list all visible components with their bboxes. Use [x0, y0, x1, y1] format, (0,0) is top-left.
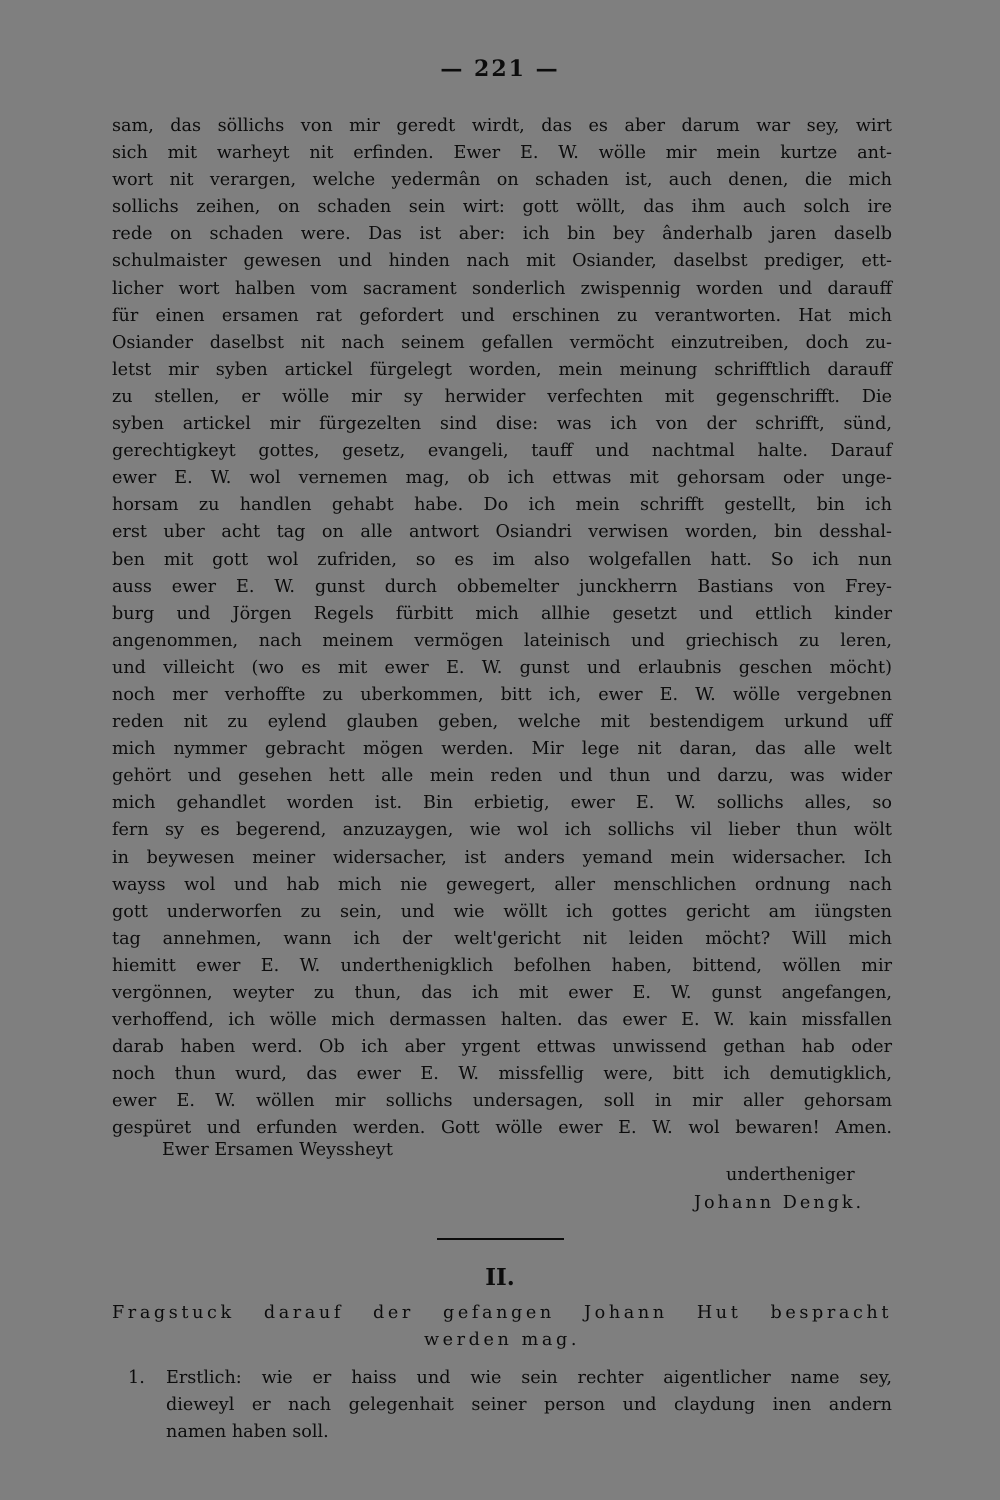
- text-line: burg und Jörgen Regels fürbitt mich allhie gesetzt und ettlich kinder: [112, 603, 892, 624]
- text-line: noch mer verhoffte zu uberkommen, bitt ich, ewer E. W. wölle vergebnen: [112, 684, 892, 705]
- page-number: — 221 —: [440, 56, 560, 82]
- text-line: sam, das söllichs von mir geredt wirdt, das es aber darum war sey, wirt: [112, 116, 892, 136]
- text-line: wort nit verargen, welche yedermân on schaden ist, auch denen, die mich: [112, 170, 892, 191]
- text-line: gerechtigkeyt gottes, gesetz, evangeli, tauff und nachtmal halte. Darauf: [112, 441, 892, 462]
- list-item-text: [166, 1365, 892, 1446]
- section-divider: [437, 1238, 564, 1240]
- list-item-line: dieweyl er nach gelegenhait seiner person und claydung inen andern: [166, 1395, 892, 1416]
- closing-salutation: Ewer Ersamen Weyssheyt: [162, 1140, 393, 1160]
- text-line: Osiander daselbst nit nach seinem gefallen vermöcht einzutreiben, doch zu-: [112, 332, 892, 353]
- section-title-line-1: Fragstuck darauf der gefangen Johann Hut bespracht: [112, 1303, 892, 1323]
- text-line: verhoffend, ich wölle mich dermassen halten. das ewer E. W. kain missfallen: [112, 1010, 892, 1031]
- text-line: wayss wol und hab mich nie gewegert, aller menschlichen ordnung nach: [112, 874, 892, 895]
- text-line: für einen ersamen rat gefordert und erschinen zu verantworten. Hat mich: [112, 305, 892, 326]
- list-item-line: namen haben soll.: [166, 1422, 329, 1443]
- text-line: reden nit zu eylend glauben geben, welche mit bestendigem urkund uff: [112, 712, 892, 733]
- text-line: licher wort halben vom sacrament sonderlich zwispennig worden und darauff: [112, 278, 892, 299]
- text-line: darab haben werd. Ob ich aber yrgent ettwas unwissend gethan hab oder: [112, 1037, 892, 1058]
- signature-line-1: undertheniger: [726, 1165, 855, 1185]
- signature-name: Johann Dengk.: [694, 1193, 865, 1213]
- list-item-number: 1.: [128, 1368, 145, 1388]
- text-line: noch thun wurd, das ewer E. W. missfellig were, bitt ich demutigklich,: [112, 1064, 892, 1085]
- text-line: auss ewer E. W. gunst durch obbemelter junckherrn Bastians von Frey-: [112, 576, 892, 597]
- text-line: ewer E. W. wol vernemen mag, ob ich ettwas mit gehorsam oder unge-: [112, 468, 892, 489]
- text-line: gespüret und erfunden werden. Gott wölle ewer E. W. wol bewaren! Amen.: [112, 1118, 892, 1139]
- text-line: zu stellen, er wölle mir sy herwider verfechten mit gegenschrifft. Die: [112, 386, 892, 407]
- list-item-line: Erstlich: wie er haiss und wie sein rechter aigentlicher name sey,: [166, 1368, 892, 1388]
- text-line: und villeicht (wo es mit ewer E. W. gunst und erlaubnis geschen möcht): [112, 657, 892, 678]
- text-line: hiemitt ewer E. W. underthenigklich befolhen haben, bittend, wöllen mir: [112, 955, 892, 976]
- text-line: erst uber acht tag on alle antwort Osiandri verwisen worden, bin desshal-: [112, 522, 892, 543]
- text-line: mich gehandlet worden ist. Bin erbietig, ewer E. W. sollichs alles, so: [112, 793, 892, 814]
- text-line: fern sy es begerend, anzuzaygen, wie wol ich sollichs vil lieber thun wölt: [112, 820, 892, 841]
- text-line: sich mit warheyt nit erfinden. Ewer E. W. wölle mir mein kurtze ant-: [112, 143, 892, 164]
- text-line: horsam zu handlen gehabt habe. Do ich mein schrifft gestellt, bin ich: [112, 495, 892, 516]
- section-number: II.: [485, 1264, 515, 1291]
- text-line: angenommen, nach meinem vermögen lateinisch und griechisch zu leren,: [112, 630, 892, 651]
- text-line: ben mit gott wol zufriden, so es im also wolgefallen hatt. So ich nun: [112, 549, 892, 570]
- text-line: tag annehmen, wann ich der welt'gericht nit leiden möcht? Will mich: [112, 928, 892, 949]
- text-line: gehört und gesehen hett alle mein reden und thun und darzu, was wider: [112, 766, 892, 787]
- text-line: rede on schaden were. Das ist aber: ich bin bey ânderhalb jaren daselb: [112, 224, 892, 245]
- body-text: [112, 113, 892, 1143]
- text-line: in beywesen meiner widersacher, ist anders yemand mein widersacher. Ich: [112, 847, 892, 868]
- text-line: sollichs zeihen, on schaden sein wirt: gott wöllt, das ihm auch solch ire: [112, 197, 892, 218]
- section-title-line-2: werden mag.: [423, 1330, 581, 1350]
- text-line: letst mir syben artickel fürgelegt worden, mein meinung schrifftlich darauff: [112, 359, 892, 380]
- text-line: syben artickel mir fürgezelten sind dise: was ich von der schrifft, sünd,: [112, 414, 892, 435]
- text-line: vergönnen, weyter zu thun, das ich mit ewer E. W. gunst angefangen,: [112, 983, 892, 1003]
- text-line: mich nymmer gebracht mögen werden. Mir lege nit daran, das alle welt: [112, 739, 892, 760]
- text-line: ewer E. W. wöllen mir sollichs undersagen, soll in mir aller gehorsam: [112, 1091, 892, 1112]
- text-line: schulmaister gewesen und hinden nach mit Osiander, daselbst prediger, ett-: [112, 251, 892, 272]
- section-title: [112, 1300, 892, 1354]
- text-line: gott underworfen zu sein, und wie wöllt ich gottes gericht am iüngsten: [112, 901, 892, 922]
